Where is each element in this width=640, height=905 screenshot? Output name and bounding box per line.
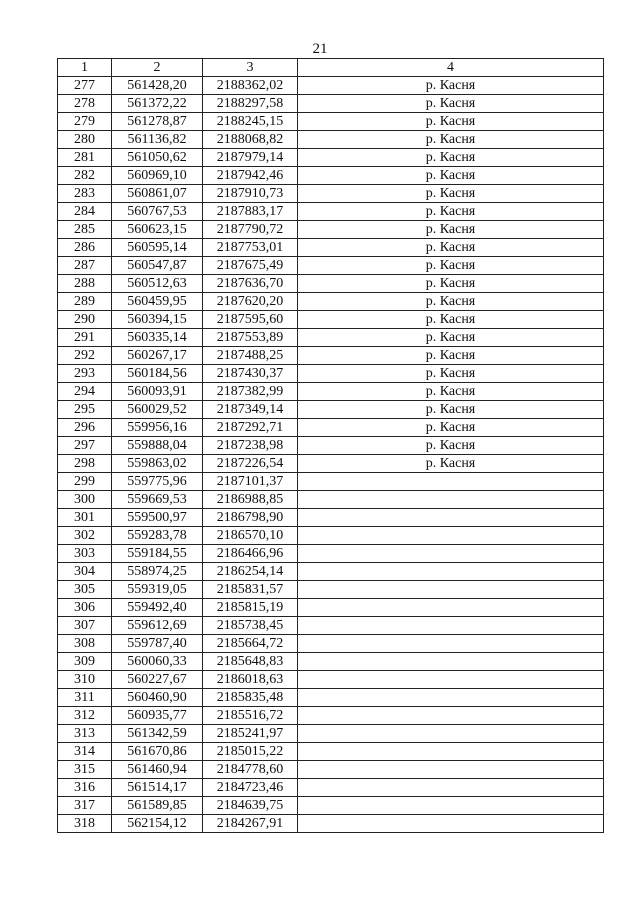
point-number-cell: 316	[58, 779, 112, 797]
note-cell: р. Касня	[298, 275, 604, 293]
table-row	[58, 491, 604, 509]
y-coordinate-cell: 2187790,72	[203, 221, 298, 239]
note-cell	[298, 509, 604, 527]
point-number-cell: 309	[58, 653, 112, 671]
point-number-cell: 312	[58, 707, 112, 725]
column-header-1: 1	[58, 59, 112, 77]
x-coordinate-cell: 560512,63	[112, 275, 203, 293]
y-coordinate-cell: 2185835,48	[203, 689, 298, 707]
note-cell: р. Касня	[298, 77, 604, 95]
x-coordinate-cell: 560267,17	[112, 347, 203, 365]
y-coordinate-cell: 2187382,99	[203, 383, 298, 401]
table-row	[58, 365, 604, 383]
x-coordinate-cell: 558974,25	[112, 563, 203, 581]
y-coordinate-cell: 2187292,71	[203, 419, 298, 437]
x-coordinate-cell: 560335,14	[112, 329, 203, 347]
y-coordinate-cell: 2184267,91	[203, 815, 298, 833]
y-coordinate-cell: 2188245,15	[203, 113, 298, 131]
note-cell	[298, 545, 604, 563]
y-coordinate-cell: 2185831,57	[203, 581, 298, 599]
note-cell: р. Касня	[298, 203, 604, 221]
table-row	[58, 383, 604, 401]
note-cell	[298, 743, 604, 761]
x-coordinate-cell: 561050,62	[112, 149, 203, 167]
table-row	[58, 671, 604, 689]
table-row	[58, 275, 604, 293]
y-coordinate-cell: 2187430,37	[203, 365, 298, 383]
y-coordinate-cell: 2186988,85	[203, 491, 298, 509]
table-row	[58, 707, 604, 725]
x-coordinate-cell: 562154,12	[112, 815, 203, 833]
table-row	[58, 113, 604, 131]
note-cell	[298, 653, 604, 671]
table-row	[58, 329, 604, 347]
point-number-cell: 296	[58, 419, 112, 437]
note-cell	[298, 617, 604, 635]
note-cell: р. Касня	[298, 167, 604, 185]
note-cell	[298, 761, 604, 779]
note-cell	[298, 671, 604, 689]
table-row	[58, 563, 604, 581]
note-cell	[298, 527, 604, 545]
note-cell: р. Касня	[298, 185, 604, 203]
table-row	[58, 653, 604, 671]
table-row	[58, 689, 604, 707]
table-row	[58, 401, 604, 419]
point-number-cell: 291	[58, 329, 112, 347]
note-cell: р. Касня	[298, 221, 604, 239]
x-coordinate-cell: 560184,56	[112, 365, 203, 383]
x-coordinate-cell: 560623,15	[112, 221, 203, 239]
x-coordinate-cell: 560935,77	[112, 707, 203, 725]
point-number-cell: 284	[58, 203, 112, 221]
x-coordinate-cell: 560093,91	[112, 383, 203, 401]
x-coordinate-cell: 560227,67	[112, 671, 203, 689]
x-coordinate-cell: 561342,59	[112, 725, 203, 743]
page-number: 21	[312, 41, 328, 57]
y-coordinate-cell: 2187101,37	[203, 473, 298, 491]
y-coordinate-cell: 2187595,60	[203, 311, 298, 329]
table-row	[58, 437, 604, 455]
table-row	[58, 527, 604, 545]
x-coordinate-cell: 560029,52	[112, 401, 203, 419]
table-row	[58, 203, 604, 221]
y-coordinate-cell: 2186570,10	[203, 527, 298, 545]
x-coordinate-cell: 561136,82	[112, 131, 203, 149]
note-cell: р. Касня	[298, 401, 604, 419]
note-cell: р. Касня	[298, 437, 604, 455]
point-number-cell: 295	[58, 401, 112, 419]
x-coordinate-cell: 561460,94	[112, 761, 203, 779]
point-number-cell: 286	[58, 239, 112, 257]
y-coordinate-cell: 2187979,14	[203, 149, 298, 167]
y-coordinate-cell: 2185664,72	[203, 635, 298, 653]
note-cell	[298, 491, 604, 509]
point-number-cell: 311	[58, 689, 112, 707]
x-coordinate-cell: 560394,15	[112, 311, 203, 329]
y-coordinate-cell: 2187883,17	[203, 203, 298, 221]
point-number-cell: 315	[58, 761, 112, 779]
point-number-cell: 298	[58, 455, 112, 473]
y-coordinate-cell: 2187753,01	[203, 239, 298, 257]
note-cell	[298, 581, 604, 599]
y-coordinate-cell: 2184778,60	[203, 761, 298, 779]
y-coordinate-cell: 2186254,14	[203, 563, 298, 581]
y-coordinate-cell: 2185241,97	[203, 725, 298, 743]
table-row	[58, 77, 604, 95]
table-row	[58, 761, 604, 779]
table-row	[58, 473, 604, 491]
point-number-cell: 292	[58, 347, 112, 365]
x-coordinate-cell: 559492,40	[112, 599, 203, 617]
table-row	[58, 815, 604, 833]
point-number-cell: 278	[58, 95, 112, 113]
x-coordinate-cell: 560460,90	[112, 689, 203, 707]
point-number-cell: 279	[58, 113, 112, 131]
y-coordinate-cell: 2187620,20	[203, 293, 298, 311]
table-body	[58, 77, 604, 833]
x-coordinate-cell: 559184,55	[112, 545, 203, 563]
x-coordinate-cell: 559319,05	[112, 581, 203, 599]
y-coordinate-cell: 2185738,45	[203, 617, 298, 635]
point-number-cell: 308	[58, 635, 112, 653]
y-coordinate-cell: 2186798,90	[203, 509, 298, 527]
y-coordinate-cell: 2187488,25	[203, 347, 298, 365]
x-coordinate-cell: 559863,02	[112, 455, 203, 473]
x-coordinate-cell: 560969,10	[112, 167, 203, 185]
table-row	[58, 149, 604, 167]
x-coordinate-cell: 561670,86	[112, 743, 203, 761]
note-cell	[298, 797, 604, 815]
table-row	[58, 725, 604, 743]
point-number-cell: 288	[58, 275, 112, 293]
x-coordinate-cell: 560459,95	[112, 293, 203, 311]
point-number-cell: 304	[58, 563, 112, 581]
note-cell: р. Касня	[298, 257, 604, 275]
point-number-cell: 290	[58, 311, 112, 329]
y-coordinate-cell: 2187226,54	[203, 455, 298, 473]
note-cell: р. Касня	[298, 311, 604, 329]
point-number-cell: 305	[58, 581, 112, 599]
table-row	[58, 455, 604, 473]
table-row	[58, 635, 604, 653]
x-coordinate-cell: 561372,22	[112, 95, 203, 113]
table-row	[58, 779, 604, 797]
y-coordinate-cell: 2188068,82	[203, 131, 298, 149]
column-header-3: 3	[203, 59, 298, 77]
point-number-cell: 285	[58, 221, 112, 239]
y-coordinate-cell: 2184723,46	[203, 779, 298, 797]
table-row	[58, 293, 604, 311]
x-coordinate-cell: 560547,87	[112, 257, 203, 275]
table-row	[58, 797, 604, 815]
point-number-cell: 306	[58, 599, 112, 617]
y-coordinate-cell: 2188362,02	[203, 77, 298, 95]
note-cell: р. Касня	[298, 329, 604, 347]
y-coordinate-cell: 2187910,73	[203, 185, 298, 203]
table-row	[58, 167, 604, 185]
table-row	[58, 311, 604, 329]
point-number-cell: 277	[58, 77, 112, 95]
note-cell: р. Касня	[298, 113, 604, 131]
y-coordinate-cell: 2187238,98	[203, 437, 298, 455]
x-coordinate-cell: 560060,33	[112, 653, 203, 671]
note-cell: р. Касня	[298, 365, 604, 383]
table-row	[58, 239, 604, 257]
note-cell: р. Касня	[298, 239, 604, 257]
point-number-cell: 283	[58, 185, 112, 203]
note-cell: р. Касня	[298, 149, 604, 167]
note-cell: р. Касня	[298, 95, 604, 113]
table-row	[58, 95, 604, 113]
point-number-cell: 314	[58, 743, 112, 761]
x-coordinate-cell: 559669,53	[112, 491, 203, 509]
y-coordinate-cell: 2185516,72	[203, 707, 298, 725]
table-row	[58, 617, 604, 635]
y-coordinate-cell: 2187553,89	[203, 329, 298, 347]
note-cell	[298, 725, 604, 743]
note-cell: р. Касня	[298, 347, 604, 365]
note-cell	[298, 815, 604, 833]
point-number-cell: 297	[58, 437, 112, 455]
x-coordinate-cell: 559775,96	[112, 473, 203, 491]
point-number-cell: 289	[58, 293, 112, 311]
coordinates-table	[57, 58, 604, 833]
x-coordinate-cell: 560595,14	[112, 239, 203, 257]
table-row	[58, 419, 604, 437]
point-number-cell: 313	[58, 725, 112, 743]
table-row	[58, 347, 604, 365]
x-coordinate-cell: 561278,87	[112, 113, 203, 131]
point-number-cell: 281	[58, 149, 112, 167]
x-coordinate-cell: 561428,20	[112, 77, 203, 95]
point-number-cell: 317	[58, 797, 112, 815]
note-cell	[298, 599, 604, 617]
table-row	[58, 131, 604, 149]
x-coordinate-cell: 561589,85	[112, 797, 203, 815]
note-cell: р. Касня	[298, 293, 604, 311]
table-row	[58, 257, 604, 275]
table-row	[58, 509, 604, 527]
y-coordinate-cell: 2187636,70	[203, 275, 298, 293]
table-row	[58, 581, 604, 599]
note-cell	[298, 563, 604, 581]
x-coordinate-cell: 559956,16	[112, 419, 203, 437]
point-number-cell: 294	[58, 383, 112, 401]
y-coordinate-cell: 2186018,63	[203, 671, 298, 689]
note-cell	[298, 473, 604, 491]
x-coordinate-cell: 561514,17	[112, 779, 203, 797]
table-row	[58, 185, 604, 203]
note-cell	[298, 707, 604, 725]
x-coordinate-cell: 559888,04	[112, 437, 203, 455]
column-header-2: 2	[112, 59, 203, 77]
x-coordinate-cell: 559612,69	[112, 617, 203, 635]
point-number-cell: 287	[58, 257, 112, 275]
table-row	[58, 221, 604, 239]
point-number-cell: 307	[58, 617, 112, 635]
y-coordinate-cell: 2185815,19	[203, 599, 298, 617]
point-number-cell: 310	[58, 671, 112, 689]
y-coordinate-cell: 2187349,14	[203, 401, 298, 419]
table-row	[58, 743, 604, 761]
y-coordinate-cell: 2185015,22	[203, 743, 298, 761]
table-row	[58, 545, 604, 563]
note-cell: р. Касня	[298, 419, 604, 437]
point-number-cell: 302	[58, 527, 112, 545]
y-coordinate-cell: 2188297,58	[203, 95, 298, 113]
y-coordinate-cell: 2187675,49	[203, 257, 298, 275]
column-header-4: 4	[298, 59, 604, 77]
table-row	[58, 599, 604, 617]
note-cell: р. Касня	[298, 131, 604, 149]
point-number-cell: 282	[58, 167, 112, 185]
x-coordinate-cell: 559787,40	[112, 635, 203, 653]
x-coordinate-cell: 559500,97	[112, 509, 203, 527]
point-number-cell: 293	[58, 365, 112, 383]
x-coordinate-cell: 560861,07	[112, 185, 203, 203]
point-number-cell: 280	[58, 131, 112, 149]
x-coordinate-cell: 560767,53	[112, 203, 203, 221]
note-cell	[298, 779, 604, 797]
point-number-cell: 301	[58, 509, 112, 527]
note-cell: р. Касня	[298, 383, 604, 401]
y-coordinate-cell: 2185648,83	[203, 653, 298, 671]
point-number-cell: 318	[58, 815, 112, 833]
point-number-cell: 300	[58, 491, 112, 509]
y-coordinate-cell: 2184639,75	[203, 797, 298, 815]
x-coordinate-cell: 559283,78	[112, 527, 203, 545]
point-number-cell: 303	[58, 545, 112, 563]
y-coordinate-cell: 2187942,46	[203, 167, 298, 185]
note-cell: р. Касня	[298, 455, 604, 473]
table-header-row	[58, 59, 604, 77]
note-cell	[298, 635, 604, 653]
note-cell	[298, 689, 604, 707]
point-number-cell: 299	[58, 473, 112, 491]
y-coordinate-cell: 2186466,96	[203, 545, 298, 563]
